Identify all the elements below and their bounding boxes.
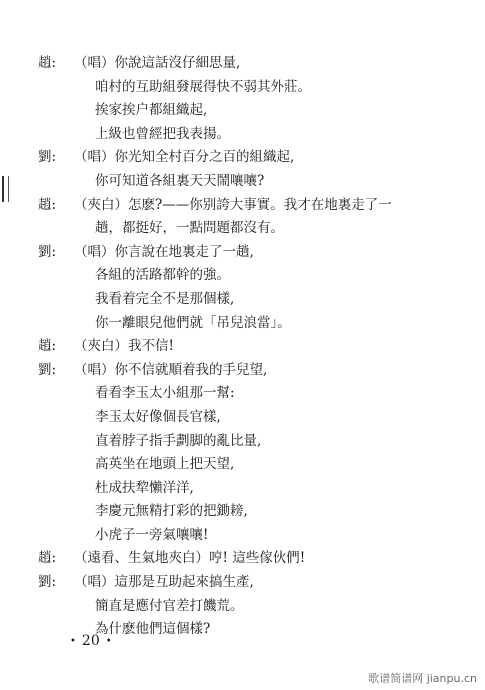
script-line (38, 99, 478, 123)
footer-bullet-left: • (70, 635, 76, 647)
speaker-label: 劉: (38, 149, 57, 166)
line-text: 趟，都挺好，一點問題都沒有。 (95, 220, 284, 237)
line-text: 我看着完全不是那個樣, (95, 290, 235, 307)
script-line (38, 382, 478, 406)
script-line (38, 288, 478, 312)
line-text: 高英坐在地頭上把天望, (95, 456, 235, 473)
speaker-label: 趙: (38, 196, 57, 213)
script-line (38, 217, 478, 241)
script-line (38, 453, 478, 477)
script-line (38, 264, 478, 288)
play-script-text (38, 52, 478, 642)
line-text: （唱）你光知全村百分之百的組織起, (74, 149, 295, 166)
speaker-label: 劉: (38, 361, 57, 378)
line-text: （夾白）怎麽?——你别誇大事實。我才在地裏走了一 (74, 196, 392, 213)
script-line (38, 547, 478, 571)
script-line (38, 335, 478, 359)
script-line (38, 500, 478, 524)
script-line (38, 406, 478, 430)
binding-mark (2, 176, 9, 202)
line-text: 挨家挨户都組織起, (95, 102, 208, 119)
script-line (38, 170, 478, 194)
script-line (38, 241, 478, 265)
speaker-label: 趙: (38, 338, 57, 355)
page-number: 20 (81, 633, 100, 649)
line-text: （唱）這那是互助起來搞生產, (74, 574, 254, 591)
script-line (38, 312, 478, 336)
line-text: 李慶元無精打彩的把鋤耪, (95, 503, 248, 520)
site-watermark: 歌谱简谱网 jianpu.cn (368, 672, 477, 685)
line-text: 杜成扶犂懶洋洋, (95, 479, 194, 496)
line-text: 簡直是應付官差打饑荒。 (95, 597, 244, 614)
line-text: 小虎子一旁氣嚷嚷! (95, 526, 209, 543)
script-line (38, 595, 478, 619)
script-line (38, 430, 478, 454)
line-text: （唱）你不信就順着我的手兒望, (74, 361, 268, 378)
page-footer (64, 633, 118, 649)
line-text: 上級也曾經把我表揚。 (95, 125, 230, 142)
speaker-label: 劉: (38, 574, 57, 591)
speaker-label: 趙: (38, 550, 57, 567)
line-text: 你可知道各組裏天天鬧嚷嚷? (95, 172, 265, 189)
footer-bullet-right: • (105, 635, 112, 647)
script-line (38, 194, 478, 218)
script-line (38, 359, 478, 383)
line-text: （唱）你言說在地裏走了一趟, (74, 243, 254, 260)
line-text: 為什麽他們這個樣? (95, 621, 211, 638)
script-line (38, 571, 478, 595)
line-text: （唱）你說這話沒仔細思量, (74, 55, 241, 71)
line-text: 看看李玉太小組那一幫: (95, 385, 235, 402)
speaker-label: 趙: (38, 55, 57, 71)
speaker-label: 劉: (38, 243, 57, 260)
script-line (38, 52, 478, 76)
line-text: 咱村的互助組發展得快不弱其外莊。 (95, 78, 311, 95)
script-line (38, 76, 478, 100)
line-text: （遠看、生氣地夾白）哼! 這些傢伙們! (74, 550, 306, 567)
script-line (38, 123, 478, 147)
script-line (38, 146, 478, 170)
script-line (38, 524, 478, 548)
line-text: （夾白）我不信! (74, 338, 174, 355)
line-text: 直着脖子指手劃脚的亂比量, (95, 432, 262, 449)
line-text: 各組的活路都幹的強。 (95, 267, 230, 284)
line-text: 李玉太好像個長官樣, (95, 408, 221, 425)
line-text: 你一離眼兒他們就「吊兒浪當」。 (95, 314, 291, 331)
script-line (38, 477, 478, 501)
